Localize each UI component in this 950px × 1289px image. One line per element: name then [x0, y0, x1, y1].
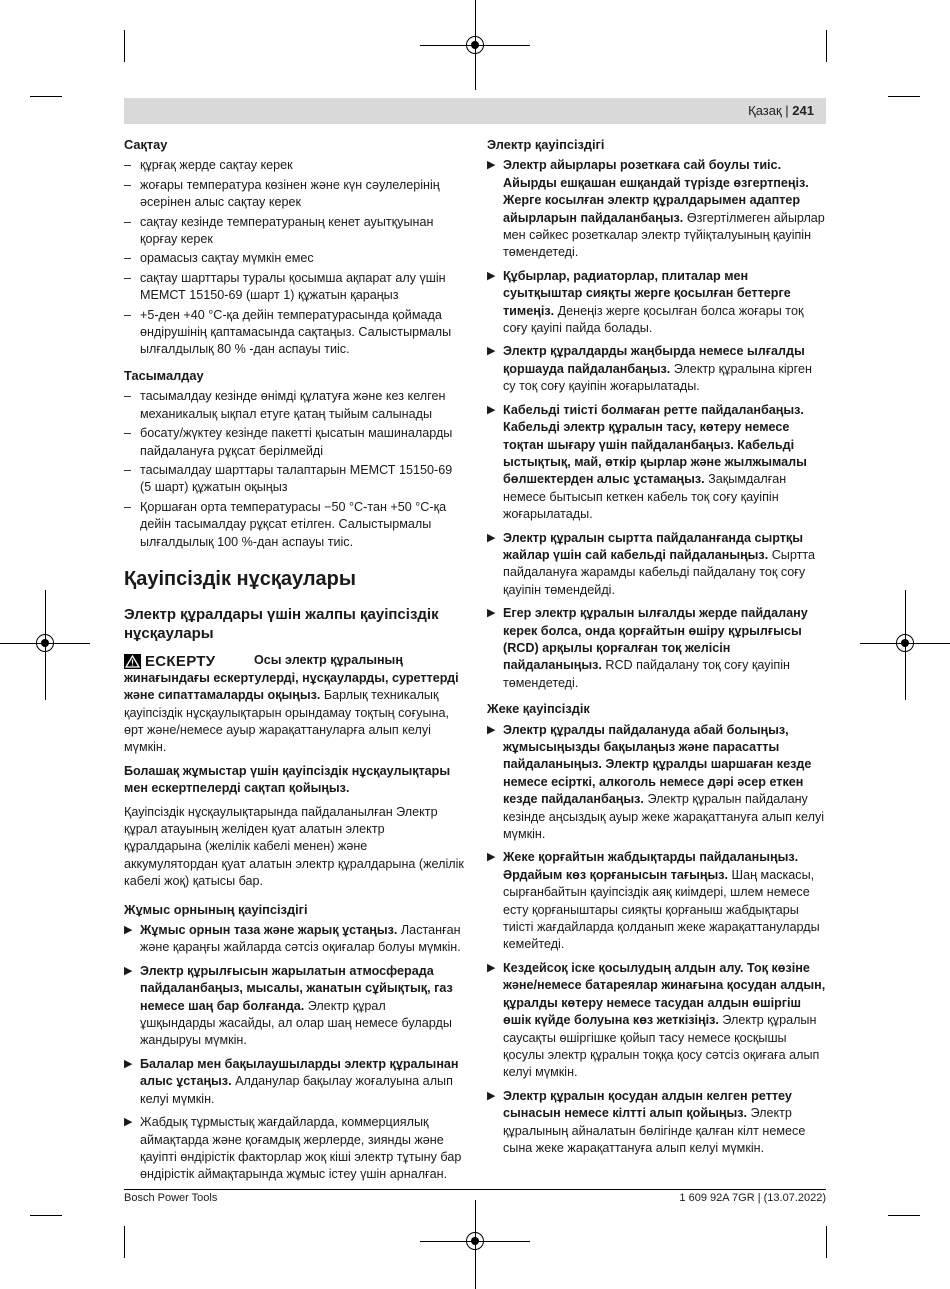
triangle-bullet-icon: ▶ — [124, 964, 133, 977]
list-item: – жоғары температура көзінен және күн сәулелерінің әсерінен алыс сақтау керек — [124, 177, 464, 212]
triangle-bullet-icon: ▶ — [124, 924, 133, 937]
list-item: – орамасыз сақтау мүмкін емес — [124, 250, 464, 267]
list-item: – құрғақ жерде сақтау керек — [124, 157, 464, 174]
triangle-bullet-icon: ▶ — [487, 159, 496, 172]
item-text: Жабдық тұрмыстық жағдайларда, коммерциялық аймақтарда және қоғамдық жерлерде, зиянды және қауіпті өндірістік факторлар жоқ кіші электр тұтыну бар өндірістік аймақтарында жұмыс істеу үшін арналған. — [140, 1115, 462, 1182]
item-bold: Электр айырлары розеткаға сай боулы тиіс. Айырды ешқашан ешқандай түрізде өзгертпеңіз. Жерге косылған электр құралдарымен адаптер айырларын пайдаланбаңыз. — [503, 158, 809, 225]
triangle-bullet-icon: ▶ — [487, 269, 496, 282]
transport-title: Тасымалдау — [124, 367, 204, 383]
list-item: – +5-ден +40 °C-қа дейін температурасында қоймада өндірушінің қаптамасында сақтаңыз. Салыстырмалы ылғалдылық 80 % -дан аспауы тиіс. — [124, 307, 464, 359]
warning-text: Барлық техникалық қауіпсіздік нұсқаулықтарын орындамау тоқтың соғуына, өрт және/немесе ауыр жарақаттануларға алып келуі мүмкін. — [124, 688, 449, 755]
item-text: Электр құралын пайдалану кезінде аңсыздық ауыр жеке жарақаттануға алып келуі мүмкін. — [503, 792, 825, 842]
item-text: Электр құралын саусақты өшіргішке қойып тасу немесе қосқышы қосулы электр құралын тоққа қосу сәтсіз оқиғаға алып келуі мүмкін. — [503, 1013, 820, 1080]
registration-mark-icon — [896, 634, 914, 652]
triangle-bullet-icon: ▶ — [487, 723, 496, 736]
triangle-bullet-icon: ▶ — [487, 531, 496, 544]
registration-mark-icon — [466, 36, 484, 54]
list-item — [487, 157, 827, 261]
triangle-bullet-icon: ▶ — [487, 607, 496, 620]
item-bold: Кездейсоқ іске қосылудың алдын алу. Тоқ көзіне және/немесе батареялар жинағына қосудан алдын, құралды көтеру немесе тасудан алдын өшіргіш өшік күйде болуына көз жеткізіңіз. — [503, 960, 826, 1028]
crop-mark — [124, 1226, 125, 1258]
list-item — [487, 1088, 827, 1158]
page-header — [124, 98, 826, 124]
crop-mark — [124, 30, 125, 62]
storage-title: Сақтау — [124, 137, 168, 152]
list-item: – тасымалдау кезінде өнімді құлатуға және кез келген механикалық ықпал етуге қатаң тыйым салынады — [124, 388, 464, 423]
registration-mark-icon — [466, 1232, 484, 1250]
crop-mark — [888, 1215, 920, 1216]
general-safety-title: Электр құралдары үшін жалпы қауіпсіздік нұсқаулары — [124, 605, 439, 642]
list-item — [124, 922, 464, 957]
term-paragraph: Қауіпсіздік нұсқаулықтарында пайдаланылған Электр құрал атауының желіден қуат алатын электр құралдарына (желілік кабелі менен) және аккумулятордан қуат алатын электр құралдарына (желілік кабелі жоқ) қатысы бар. — [124, 804, 464, 889]
footer-brand: Bosch Power Tools — [124, 1192, 218, 1204]
list-item — [487, 530, 827, 600]
list-item — [487, 343, 827, 395]
item-text: Электр құралының айналатын бөлігінде қалған кілт немесе сына жеке жарақаттануға алып келуі мүмкін. — [503, 1106, 806, 1155]
list-item — [487, 605, 827, 692]
list-item: – тасымалдау шарттары талаптарын МЕМСТ 15150-69 (5 шарт) құжатын оқыңыз — [124, 462, 464, 497]
list-item — [124, 963, 464, 1050]
crop-mark — [30, 1215, 62, 1216]
warning-icon — [124, 654, 141, 669]
workplace-title: Жұмыс орнының қауіпсіздігі — [124, 901, 308, 917]
item-bold: Құбырлар, радиаторлар, плиталар мен суытқыштар сияқты жерге қосылған беттерге тимеңіз. — [503, 268, 791, 318]
list-item — [487, 722, 827, 844]
electrical-list — [487, 157, 827, 692]
transport-list — [124, 388, 464, 551]
triangle-bullet-icon: ▶ — [487, 1089, 496, 1102]
item-bold: Электр құралды пайдалануда абай болыңыз, жұмысыңызды бақылаңыз және парасатты пайдаланыңыз. Электр құралды шаршаған кезде немесе есірткі, алкоголь немесе дәрі әсер еткен кезде пайдаланбаңыз. — [503, 722, 812, 807]
workplace-list — [124, 922, 464, 1184]
triangle-bullet-icon: ▶ — [487, 961, 496, 974]
header-text: Қазақ | 241 — [748, 103, 814, 118]
item-bold: Балалар мен бақылаушыларды электр құралынан алыс ұстаңыз. — [140, 1056, 459, 1089]
item-bold: Электр құралын сыртта пайдаланғанда сыртқы жайлар үшін сай кабельді пайдаланыңыз. — [503, 530, 803, 562]
warning-label: ЕСКЕРТУ — [145, 652, 216, 670]
list-item — [124, 1114, 464, 1184]
list-item — [487, 849, 827, 953]
item-text: Электр құрал ұшқындарды жасайды, ал олар шаң немесе буларды жандыруы мүмкін. — [140, 998, 452, 1048]
triangle-bullet-icon: ▶ — [487, 403, 496, 416]
list-item — [487, 402, 827, 524]
right-column — [487, 136, 827, 1163]
crop-mark — [888, 96, 920, 97]
crop-mark — [826, 1226, 827, 1258]
item-bold: Электр құралын қосудан алдын келген реттеу сынасын немесе кілтті алып қойыңыз. — [503, 1088, 792, 1121]
footer-doc-id: 1 609 92A 7GR | (13.07.2022) — [679, 1192, 826, 1204]
list-item — [487, 268, 827, 338]
list-item — [487, 960, 827, 1082]
item-text: Ластанған және қараңғы жайларда сәтсіз оқиғалар болуы мүмкін. — [140, 923, 461, 955]
list-item: – сақтау кезінде температураның кенет ауытқуынан қорғау керек — [124, 214, 464, 249]
item-bold: Кабельді тиісті болмаған ретте пайдаланбаңыз. Кабельді электр құралын тасу, көтеру немесе тоқтан шығару үшін пайдаланбаңыз. Кабельді ыстықтық, май, өткір қырлар және жылжымалы бөлшектерден алыс ұстамаңыз. — [503, 402, 807, 487]
item-text: RCD пайдалану тоқ соғу қауіпін төмендетеді. — [503, 658, 790, 690]
item-text: Алданулар бақылау жоғалуына алып келуі мүмкін. — [140, 1074, 453, 1106]
registration-mark-icon — [36, 634, 54, 652]
item-bold: Жұмыс орнын таза және жарық ұстаңыз. — [140, 923, 398, 938]
triangle-bullet-icon: ▶ — [487, 345, 496, 358]
personal-title: Жеке қауіпсіздік — [487, 701, 590, 717]
keep-instructions: Болашақ жұмыстар үшін қауіпсіздік нұсқаулықтары мен ескертпелерді сақтап қойыңыз. — [124, 763, 451, 796]
list-item: – босату/жүктеу кезінде пакетті қысатын машиналарды пайдалануға рұқсат берілмейді — [124, 425, 464, 460]
crop-mark — [826, 30, 827, 62]
item-text: Өзгертілмеген айырлар мен сәйкес розеткалар электр түйіқталуының қауіпін төмендетеді. — [503, 210, 825, 260]
triangle-bullet-icon: ▶ — [487, 851, 496, 864]
triangle-bullet-icon: ▶ — [124, 1116, 133, 1129]
item-bold: Электр құралдарды жаңбырда немесе ылғалды қоршауда пайдаланбаңыз. — [503, 344, 805, 376]
storage-list — [124, 157, 464, 358]
item-bold: Жеке қорғайтын жабдықтарды пайдаланыңыз. Әрдайым көз қорғанысын тағыңыз. — [503, 850, 799, 882]
page-number: 241 — [792, 103, 814, 118]
item-text: Электр құралына кірген су тоқ соғу қауіпін жоғарылатады. — [503, 361, 812, 394]
personal-list — [487, 722, 827, 1158]
crop-mark — [30, 96, 62, 97]
item-bold: Егер электр құралын ылғалды жерде пайдалану керек болса, онда қорғайтын өшіру құрылғысы (RCD) арқылы қорғалған тоқ желісін пайдаланыңыз. — [503, 606, 808, 673]
left-column — [124, 136, 464, 1190]
list-item — [124, 1056, 464, 1108]
header-language: Қазақ — [748, 103, 782, 118]
item-bold: Электр құрылғысын жарылатын атмосферада пайдаланбаңыз, мысалы, жанатын сұйықтық, газ немесе шаң бар болғанда. — [140, 963, 453, 1013]
warning-paragraph — [124, 652, 464, 756]
safety-title: Қауіпсіздік нұсқаулары — [124, 567, 356, 590]
item-text: Сыртта пайдалануға жарамды кабельді пайдалану тоқ соғу қауіпін төмендейді. — [503, 547, 815, 597]
electrical-title: Электр қауіпсіздігі — [487, 137, 605, 152]
item-text: Зақымдалған немесе бытысып кеткен кабель тоқ соғу қауіпін жоғарылатады. — [503, 472, 787, 522]
footer-rule — [124, 1189, 826, 1190]
warning-lead: Осы электр құралының жинағындағы ескертулерді, нұсқауларды, суреттерді және сипаттамаларды оқыңыз. — [124, 653, 459, 703]
item-text: Шаң маскасы, сырғанбайтын қауіпсіздік аяқ киімдері, шлем немесе есту қорғаныштары сияқты қорғаныш жабдықтары тиісті жағдайларда қолданып жеке жарақаттануларды кемейтеді. — [503, 867, 820, 952]
triangle-bullet-icon: ▶ — [124, 1057, 133, 1070]
item-text: Денеңіз жерге қосылған болса жоғары тоқ соғу қауіпі пайда болады. — [503, 303, 804, 336]
list-item: – Қоршаған орта температурасы −50 °C-тан +50 °C-қа дейін тасымалдау рұқсат етілген. Салыстырмалы ылғалдылық 100 %-дан аспауы тиіс. — [124, 499, 464, 551]
list-item: – сақтау шарттары туралы қосымша ақпарат алу үшін МЕМСТ 15150-69 (шарт 1) құжатын қараңыз — [124, 270, 464, 305]
